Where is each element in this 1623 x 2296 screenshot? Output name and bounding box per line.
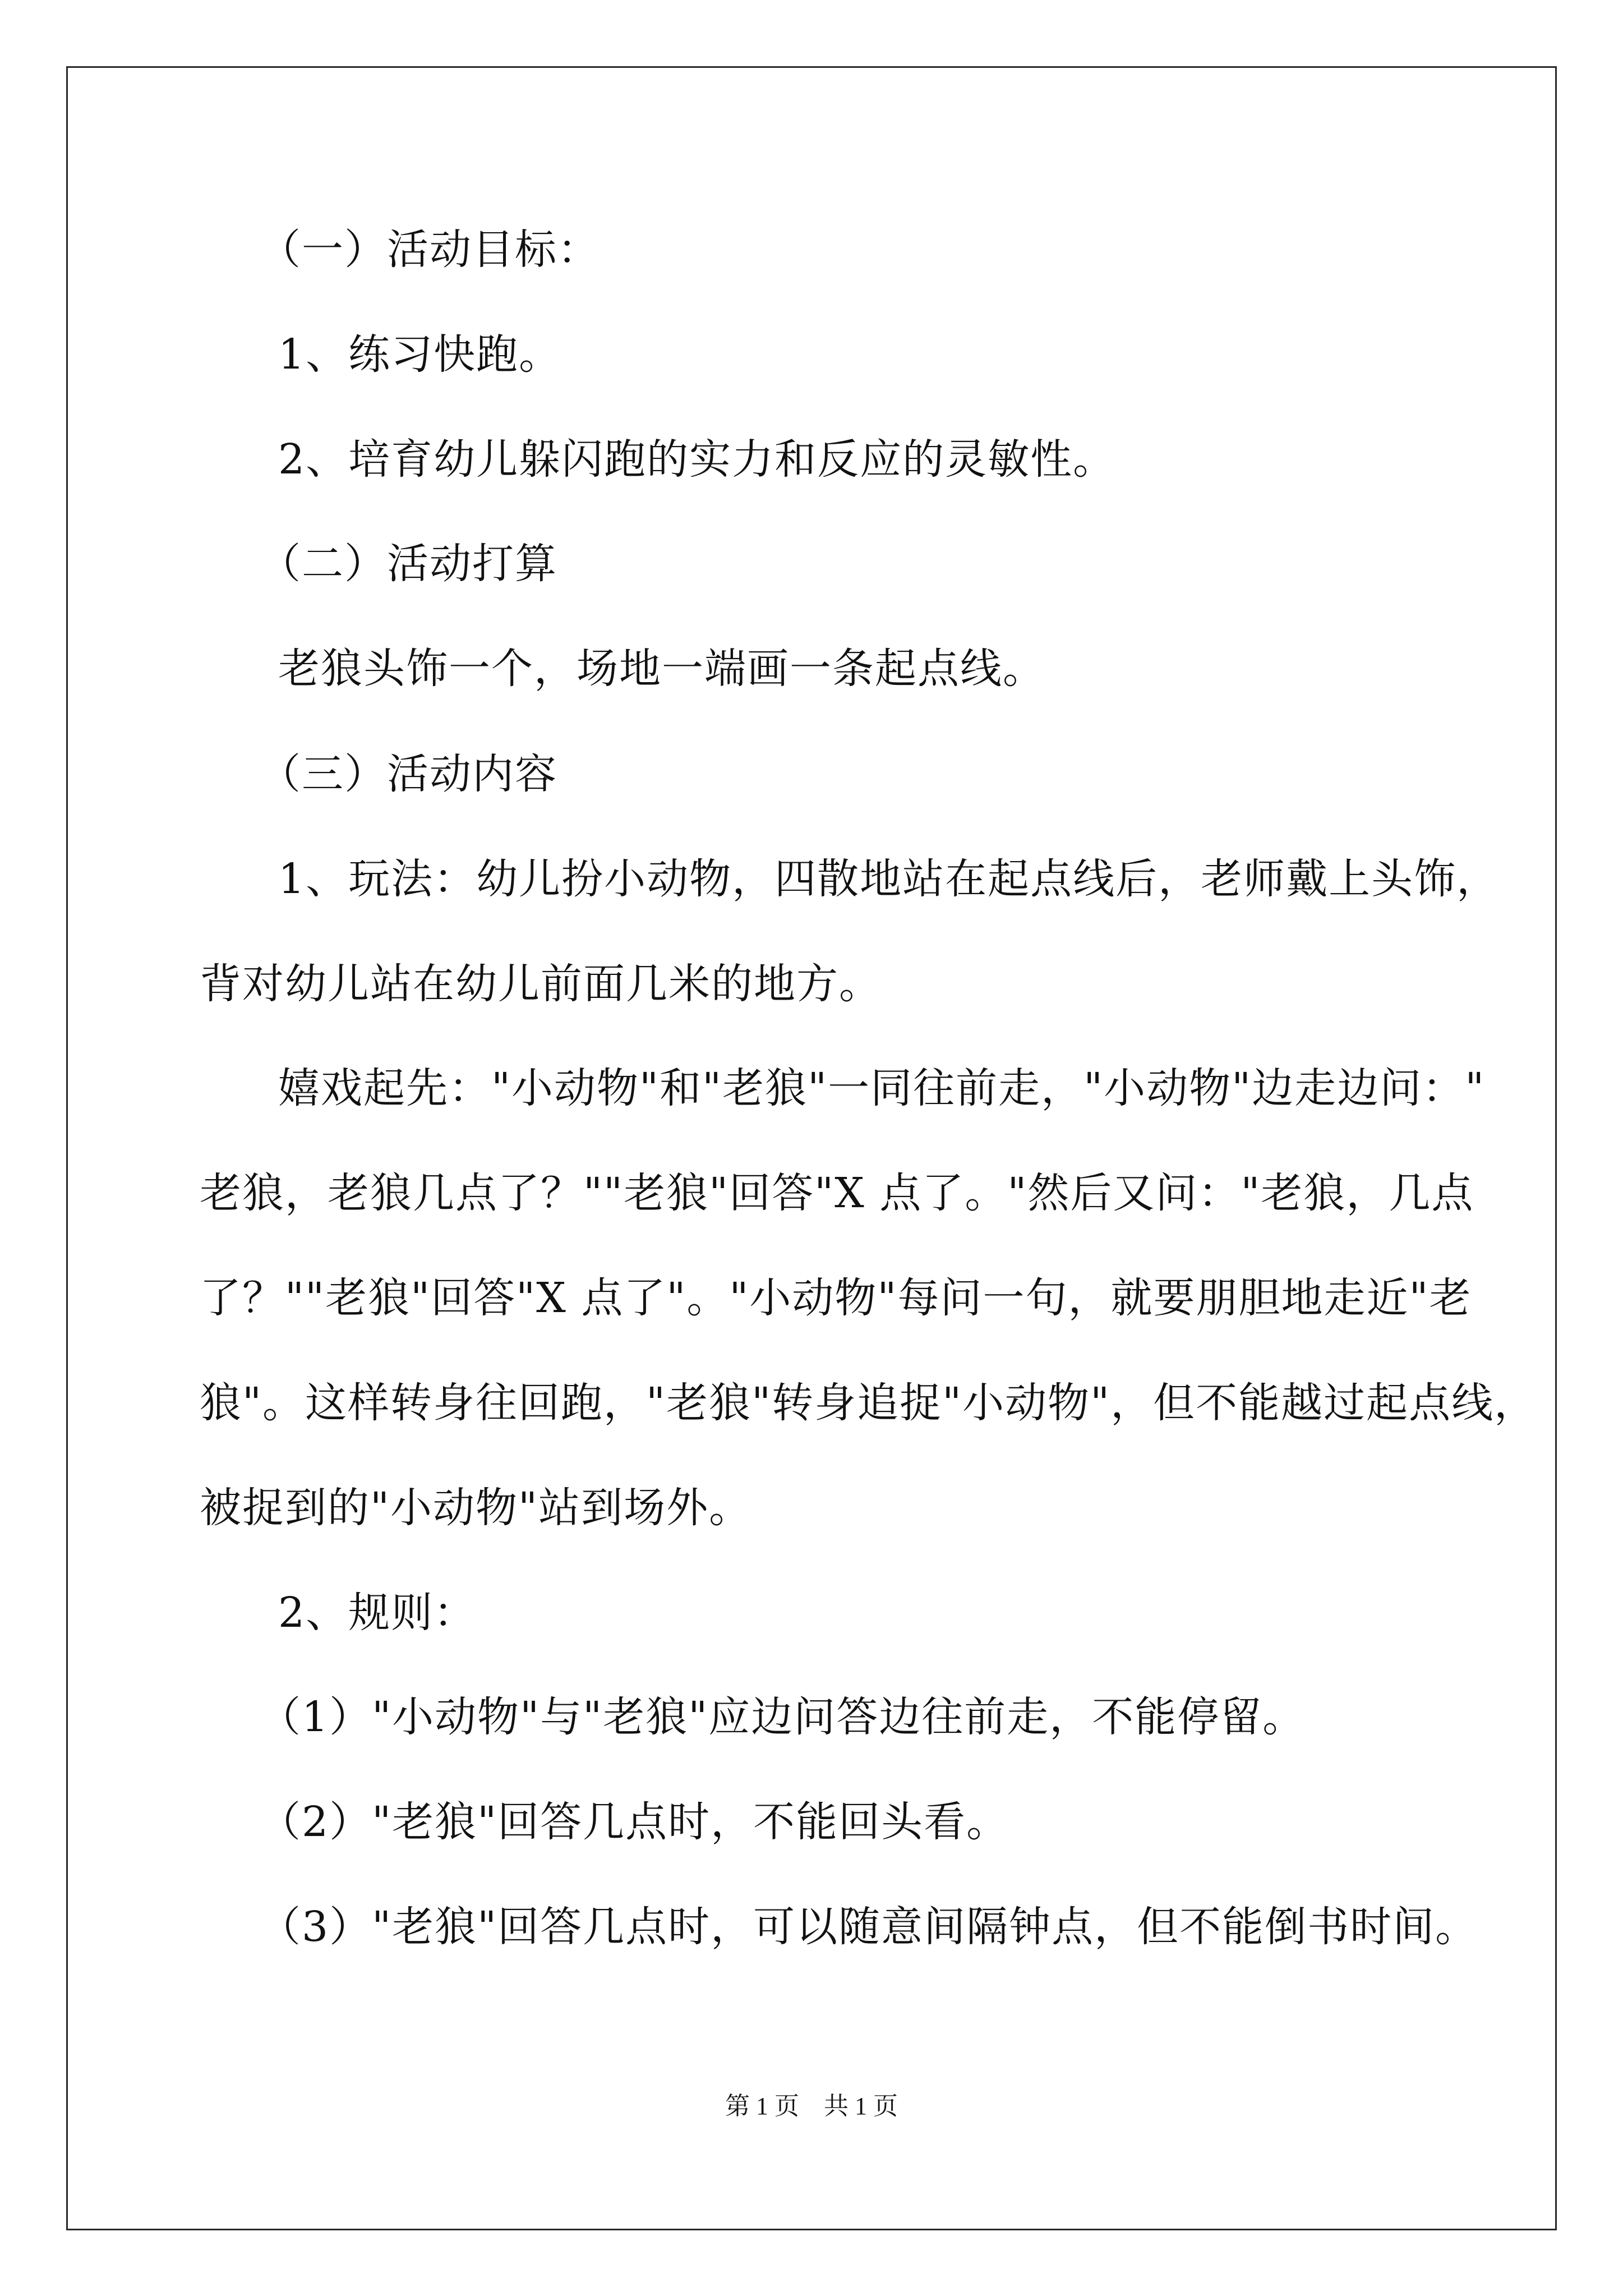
paragraph-line: 1、练习快跑。 [278,330,562,379]
rule-item: （1）"小动物"与"老狼"应边问答边往前走，不能停留。 [259,1693,1306,1741]
rule-item: （3）"老狼"回答几点时，可以随意间隔钟点，但不能倒书时间。 [259,1903,1478,1951]
paragraph-line: 狼"。这样转身往回跑，"老狼"转身追捉"小动物"，但不能越过起点线， [200,1379,1537,1427]
rule-item: （2）"老狼"回答几点时，不能回头看。 [259,1798,1009,1846]
paragraph-line: 老狼，老狼几点了？""老狼"回答"X 点了。"然后又问："老狼，几点 [200,1169,1474,1217]
paragraph-line: 嬉戏起先："小动物"和"老狼"一同往前走，"小动物"边走边问：" [278,1064,1486,1112]
paragraph-line: 背对幼儿站在幼儿前面几米的地方。 [200,960,882,1008]
section-heading-goals: （一）活动目标： [259,226,600,274]
paragraph-line: 了？""老狼"回答"X 点了"。"小动物"每问一句，就要朋胆地走近"老 [200,1274,1472,1322]
section-heading-content: （三）活动内容 [259,750,557,798]
section-heading-preparation: （二）活动打算 [259,540,557,588]
paragraph-line: 2、培育幼儿躲闪跑的实力和反应的灵敏性。 [278,435,1116,484]
paragraph-line: 1、玩法：幼儿扮小动物，四散地站在起点线后，老师戴上头饰， [278,855,1500,903]
paragraph-line: 被捉到的"小动物"站到场外。 [200,1484,752,1532]
paragraph-line: 2、规则： [278,1589,477,1637]
page-number-footer: 第 1 页 共 1 页 [725,2092,898,2120]
paragraph-line: 老狼头饰一个，场地一端画一条起点线。 [278,645,1045,693]
